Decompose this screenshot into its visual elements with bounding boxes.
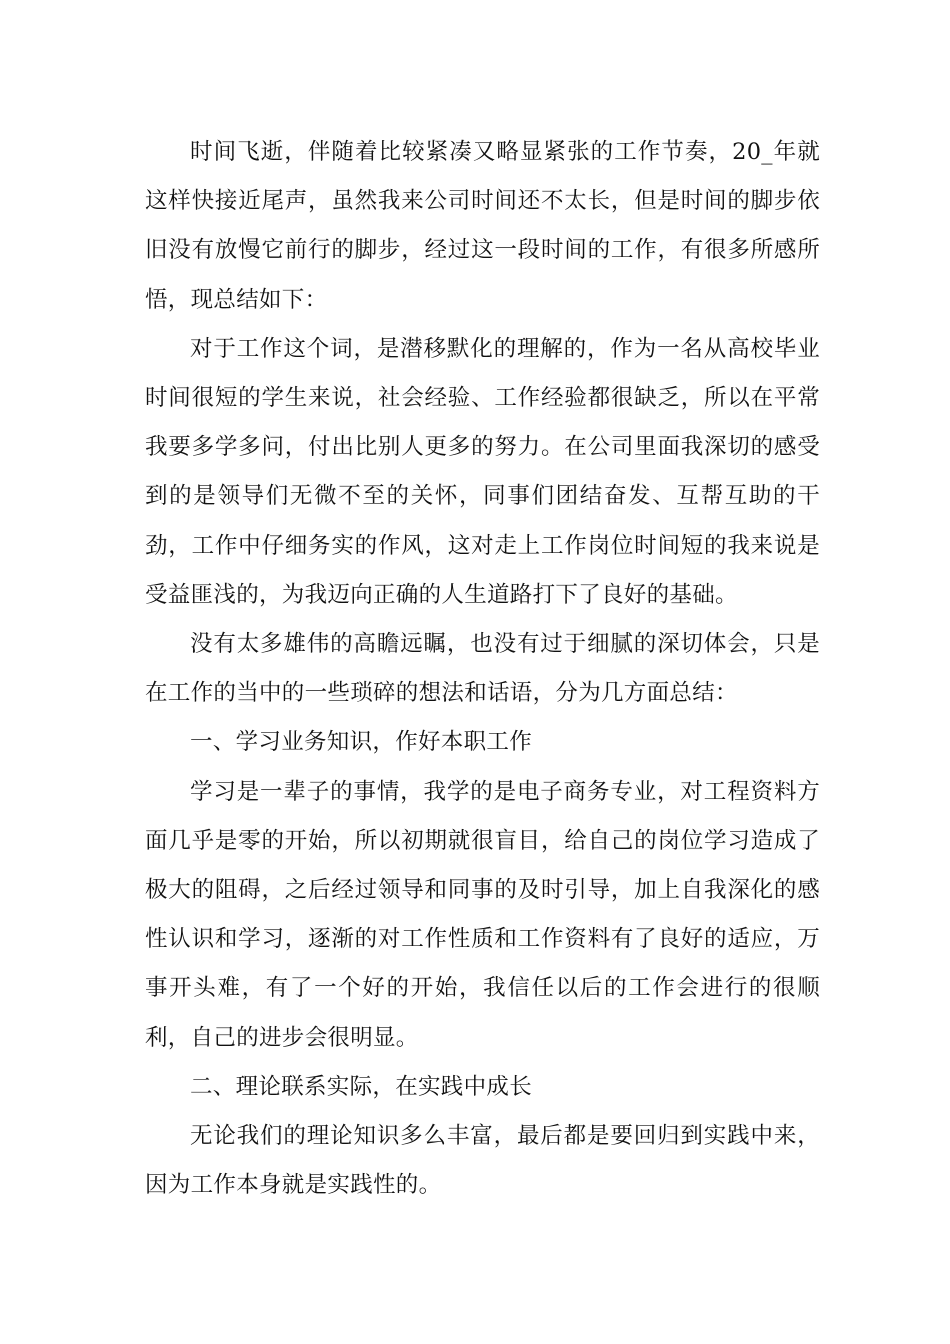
paragraph-understanding: 对于工作这个词，是潜移默化的理解的，作为一名从高校毕业时间很短的学生来说，社会经验、工作经验都很缺乏，所以在平常我要多学多问，付出比别人更多的努力。在公司里面我深切的感受到的是领导们无微不至的关怀，同事们团结奋发、互帮互助的干劲，工作中仔细务实的作风，这对走上工作岗位时间短的我来说是受益匪浅的，为我迈向正确的人生道路打下了良好的基础。 — [145, 335, 820, 608]
paragraph-summary-lead: 没有太多雄伟的高瞻远瞩，也没有过于细腻的深切体会，只是在工作的当中的一些琐碎的想法和话语，分为几方面总结： — [145, 631, 820, 707]
section-heading-2: 二、理论联系实际，在实践中成长 — [190, 1073, 533, 1100]
section-heading-1: 一、学习业务知识，作好本职工作 — [190, 729, 533, 756]
document-body — [145, 128, 820, 1210]
paragraph-learning: 学习是一辈子的事情，我学的是电子商务专业，对工程资料方面几乎是零的开始，所以初期就很盲目，给自己的岗位学习造成了极大的阻碍，之后经过领导和同事的及时引导，加上自我深化的感性认识和学习，逐渐的对工作性质和工作资料有了良好的适应，万事开头难，有了一个好的开始，我信任以后的工作会进行的很顺利，自己的进步会很明显。 — [145, 778, 820, 1051]
paragraph-practice: 无论我们的理论知识多么丰富，最后都是要回归到实践中来，因为工作本身就是实践性的。 — [145, 1123, 820, 1199]
paragraph-intro: 时间飞逝，伴随着比较紧凑又略显紧张的工作节奏，20_年就这样快接近尾声，虽然我来公司时间还不太长，但是时间的脚步依旧没有放慢它前行的脚步，经过这一段时间的工作，有很多所感所悟，现总结如下： — [145, 139, 820, 313]
